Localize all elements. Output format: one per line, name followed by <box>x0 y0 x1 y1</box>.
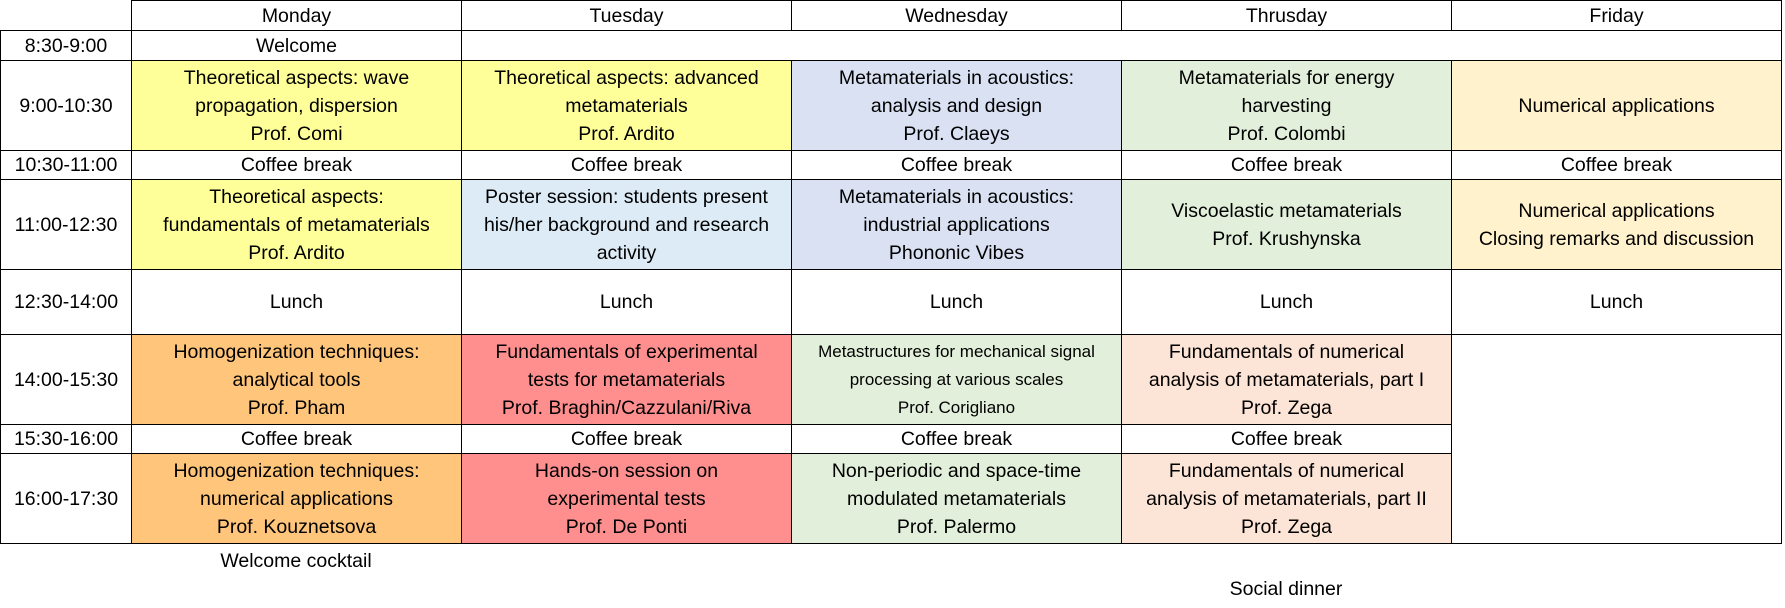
cell-line: Poster session: students present <box>485 185 768 208</box>
cell-line: fundamentals of metamaterials <box>163 213 430 236</box>
thursday-0900-session <box>1122 61 1452 151</box>
day-header-friday: Friday <box>1452 1 1782 31</box>
cell-line: Coffee break <box>570 428 683 450</box>
cell-line: Metamaterials in acoustics: <box>838 185 1075 208</box>
cell-line: Prof. De Ponti <box>565 515 688 538</box>
cell-line: his/her background and research <box>483 213 770 236</box>
monday-0900-session <box>132 61 462 151</box>
monday-1400-session <box>132 335 462 425</box>
row-0830 <box>1 31 1782 61</box>
cell-line: Viscoelastic metamaterials <box>1171 199 1402 222</box>
cell-line: Fundamentals of numerical <box>1168 459 1405 482</box>
cell-line: Lunch <box>1589 291 1644 313</box>
cell-line: Prof. Colombi <box>1227 122 1346 145</box>
coffee-break-cell <box>462 151 792 180</box>
lunch-cell <box>792 270 1122 335</box>
cell-line: Theoretical aspects: <box>209 185 384 208</box>
cell-line: metamaterials <box>565 94 688 117</box>
coffee-break-cell <box>792 151 1122 180</box>
row-1030 <box>1 151 1782 180</box>
day-header-thursday: Thrusday <box>1122 1 1452 31</box>
cell-line: propagation, dispersion <box>195 94 398 117</box>
cell-line: Homogenization techniques: <box>173 459 420 482</box>
cell-line: Coffee break <box>240 428 353 450</box>
cell-line: harvesting <box>1241 94 1332 117</box>
thursday-1400-session <box>1122 335 1452 425</box>
cell-line: activity <box>596 241 657 264</box>
friday-afternoon-empty <box>1452 335 1782 544</box>
cell-line: analysis of metamaterials, part II <box>1146 487 1427 510</box>
cell-line: industrial applications <box>863 213 1050 236</box>
cell-line: Coffee break <box>1230 154 1343 176</box>
coffee-break-cell <box>132 151 462 180</box>
coffee-break-cell <box>132 425 462 454</box>
cell-line: Metamaterials for energy <box>1178 66 1395 89</box>
header-row <box>1 1 1782 31</box>
cell-line: experimental tests <box>547 487 706 510</box>
cell-line: Non-periodic and space-time <box>831 459 1082 482</box>
cell-line: Prof. Zega <box>1240 515 1333 538</box>
day-header-wednesday: Wednesday <box>792 1 1122 31</box>
cell-line: processing at various scales <box>849 369 1064 389</box>
time-label: 14:00-15:30 <box>1 335 132 425</box>
cell-line: Fundamentals of experimental <box>495 340 758 363</box>
cell-line: Coffee break <box>1230 428 1343 450</box>
welcome-cell <box>132 31 462 61</box>
social-dinner-note: Social dinner <box>1229 578 1343 600</box>
cell-line: Prof. Claeys <box>903 122 1010 145</box>
cell-line: modulated metamaterials <box>847 487 1066 510</box>
cell-line: Prof. Corigliano <box>897 397 1016 417</box>
tuesday-1100-session <box>462 180 792 270</box>
cell-line: Numerical applications <box>1518 94 1715 117</box>
cell-line: Lunch <box>929 291 984 313</box>
cell-line: Coffee break <box>240 154 353 176</box>
empty-cell <box>462 31 1782 61</box>
cell-line: Theoretical aspects: advanced <box>494 66 759 89</box>
cell-line: Coffee break <box>900 154 1013 176</box>
cell-line: Prof. Zega <box>1240 396 1333 419</box>
cell-line: Coffee break <box>1560 154 1673 176</box>
cell-line: Hands-on session on <box>534 459 719 482</box>
cell-line: Prof. Ardito <box>578 122 675 145</box>
thursday-1100-session <box>1122 180 1452 270</box>
lunch-cell <box>1452 270 1782 335</box>
welcome-cocktail-note: Welcome cocktail <box>220 550 372 572</box>
wednesday-1400-session <box>792 335 1122 425</box>
corner-cell <box>1 1 132 31</box>
cell-line: numerical applications <box>200 487 393 510</box>
cell-line: Welcome <box>256 34 337 57</box>
time-label: 16:00-17:30 <box>1 454 132 544</box>
wednesday-1600-session <box>792 454 1122 544</box>
wednesday-0900-session <box>792 61 1122 151</box>
cell-line: Numerical applications <box>1518 199 1715 222</box>
time-label: 12:30-14:00 <box>1 270 132 335</box>
time-label: 8:30-9:00 <box>1 31 132 61</box>
cell-line: Coffee break <box>570 154 683 176</box>
cell-line: Fundamentals of numerical <box>1168 340 1405 363</box>
cell-line: Lunch <box>269 291 324 313</box>
lunch-cell <box>1122 270 1452 335</box>
day-header-tuesday: Tuesday <box>462 1 792 31</box>
lunch-cell <box>462 270 792 335</box>
thursday-1600-session <box>1122 454 1452 544</box>
cell-line: tests for metamaterials <box>527 368 726 391</box>
cell-line: Lunch <box>1259 291 1314 313</box>
coffee-break-cell <box>1122 151 1452 180</box>
time-label: 9:00-10:30 <box>1 61 132 151</box>
cell-line: Closing remarks and discussion <box>1478 227 1755 250</box>
friday-0900-session <box>1452 61 1782 151</box>
time-label: 11:00-12:30 <box>1 180 132 270</box>
cell-line: Homogenization techniques: <box>173 340 420 363</box>
cell-line: Prof. Ardito <box>248 241 345 264</box>
tuesday-1600-session <box>462 454 792 544</box>
cell-line: Prof. Palermo <box>896 515 1017 538</box>
day-header-monday: Monday <box>132 1 462 31</box>
monday-1600-session <box>132 454 462 544</box>
cell-line: analytical tools <box>232 368 361 391</box>
coffee-break-cell <box>792 425 1122 454</box>
cell-line: analysis and design <box>870 94 1043 117</box>
row-1400 <box>1 335 1782 425</box>
cell-line: Phononic Vibes <box>888 241 1025 264</box>
cell-line: Prof. Comi <box>250 122 343 145</box>
tuesday-0900-session <box>462 61 792 151</box>
time-label: 10:30-11:00 <box>1 151 132 180</box>
row-1230 <box>1 270 1782 335</box>
wednesday-1100-session <box>792 180 1122 270</box>
tuesday-1400-session <box>462 335 792 425</box>
cell-line: Theoretical aspects: wave <box>183 66 410 89</box>
cell-line: Prof. Kouznetsova <box>216 515 377 538</box>
cell-line: Lunch <box>599 291 654 313</box>
time-label: 15:30-16:00 <box>1 425 132 454</box>
coffee-break-cell <box>1452 151 1782 180</box>
cell-line: Coffee break <box>900 428 1013 450</box>
coffee-break-cell <box>462 425 792 454</box>
cell-line: Prof. Braghin/Cazzulani/Riva <box>501 396 752 419</box>
cell-line: Metastructures for mechanical signal <box>818 341 1095 361</box>
cell-line: Metamaterials in acoustics: <box>838 66 1075 89</box>
cell-line: Prof. Krushynska <box>1212 227 1361 250</box>
friday-1100-session <box>1452 180 1782 270</box>
cell-line: analysis of metamaterials, part I <box>1148 368 1425 391</box>
row-1100 <box>1 180 1782 270</box>
monday-1100-session <box>132 180 462 270</box>
coffee-break-cell <box>1122 425 1452 454</box>
cell-line: Prof. Pham <box>247 396 346 419</box>
row-0900 <box>1 61 1782 151</box>
lunch-cell <box>132 270 462 335</box>
